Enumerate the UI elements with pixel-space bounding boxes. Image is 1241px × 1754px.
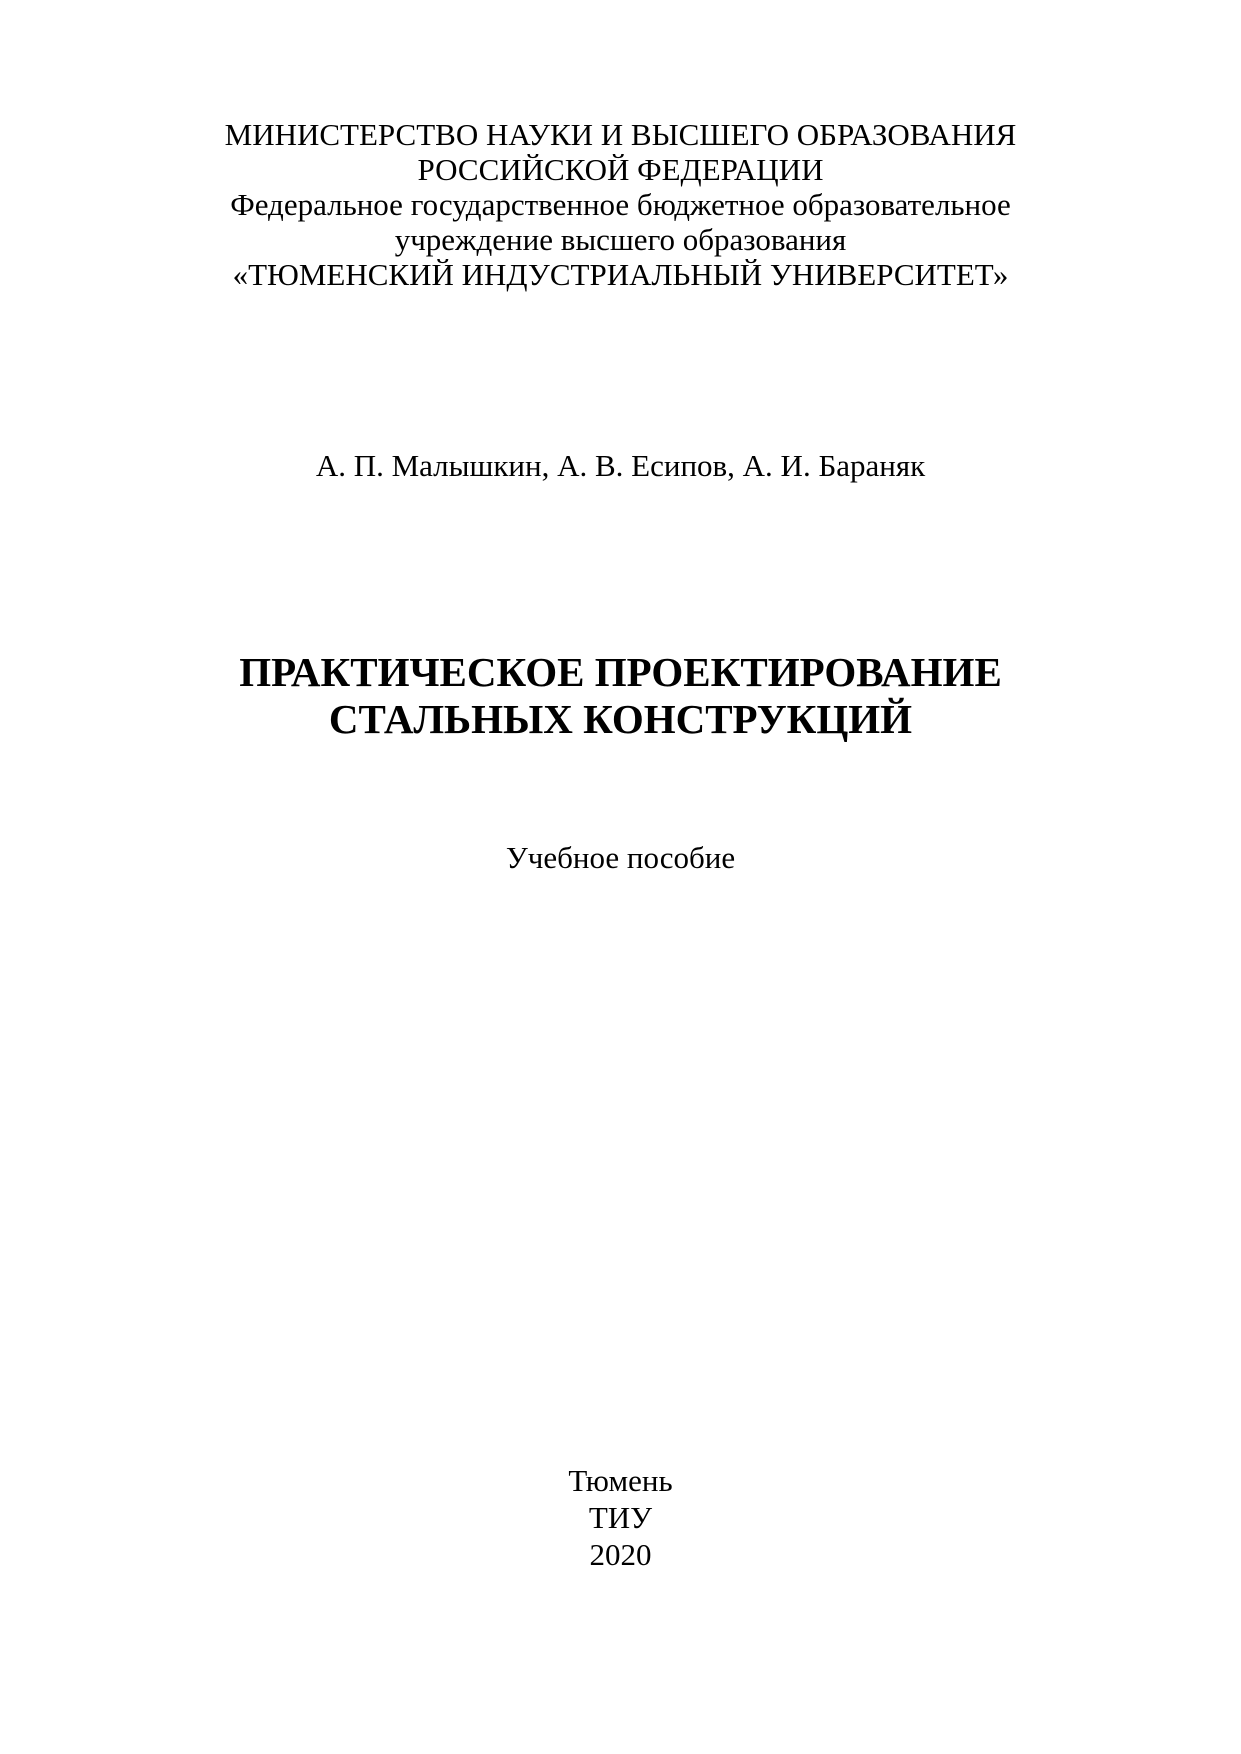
- imprint-publisher: ТИУ: [588, 1500, 653, 1535]
- imprint-year: 2020: [589, 1537, 652, 1572]
- book-subtitle: Учебное пособие: [505, 840, 736, 875]
- book-title-line-1: ПРАКТИЧЕСКОЕ ПРОЕКТИРОВАНИЕ: [239, 649, 1002, 695]
- institution-country-line: РОССИЙСКОЙ ФЕДЕРАЦИИ: [417, 152, 824, 187]
- institution-type-line: Федеральное государственное бюджетное образовательное: [230, 187, 1011, 222]
- imprint-city: Тюмень: [568, 1463, 673, 1498]
- authors: А. П. Малышкин, А. В. Есипов, А. И. Бараняк: [315, 448, 926, 483]
- institution-name-line: «ТЮМЕНСКИЙ ИНДУСТРИАЛЬНЫЙ УНИВЕРСИТЕТ»: [232, 257, 1009, 292]
- institution-ministry-line: МИНИСТЕРСТВО НАУКИ И ВЫСШЕГО ОБРАЗОВАНИЯ: [224, 117, 1017, 152]
- book-title-line-2: СТАЛЬНЫХ КОНСТРУКЦИЙ: [328, 696, 913, 742]
- institution-level-line: учреждение высшего образования: [394, 222, 847, 257]
